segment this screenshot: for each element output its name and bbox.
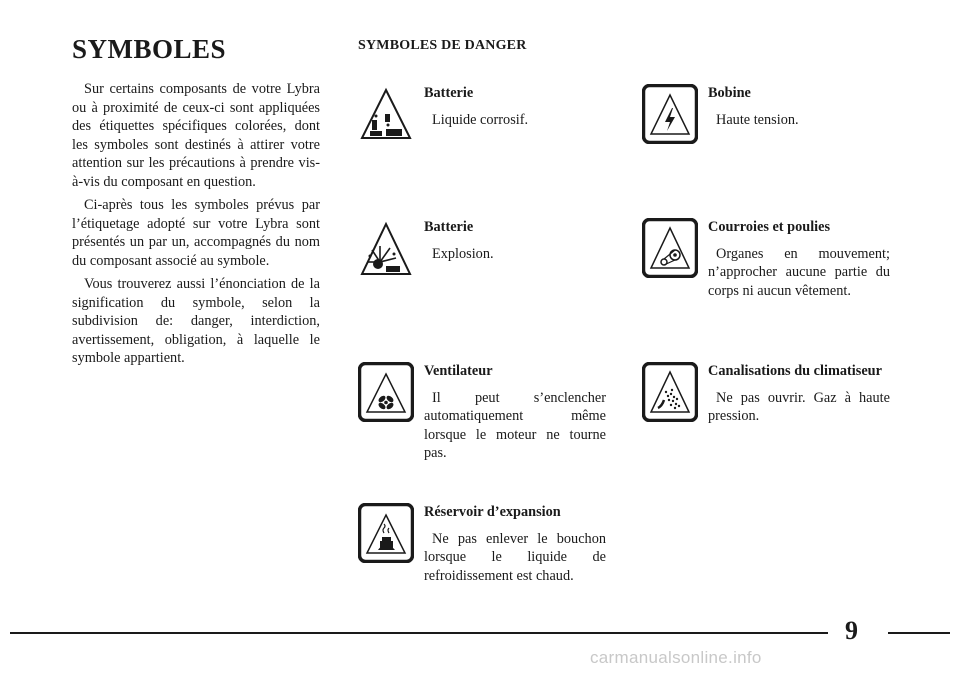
high-voltage-icon (642, 84, 698, 144)
symbol-name: Batterie (424, 85, 474, 101)
symbol-description: Organes en mouvement; n’approcher aucune partie du corps ni aucun vêtement. (708, 245, 890, 299)
symbol-name: Ventilateur (424, 363, 493, 379)
intro-text (72, 80, 320, 373)
page-number: 9 (845, 616, 858, 645)
corrosive-liquid-icon (358, 84, 414, 144)
belt-pulley-icon (642, 218, 698, 278)
symbol-description: Explosion. (432, 245, 494, 262)
symbol-description: Haute tension. (716, 111, 799, 128)
pressurized-gas-icon (642, 362, 698, 422)
symbol-name: Bobine (708, 85, 751, 101)
symbol-description: Liquide corrosif. (432, 111, 529, 128)
section-title: SYMBOLES DE DANGER (358, 38, 527, 53)
footer-rule (10, 632, 828, 634)
symbol-name: Courroies et poulies (708, 219, 831, 235)
page-title: SYMBOLES (72, 34, 227, 64)
symbol-name: Canalisations du climatiseur (708, 363, 882, 379)
symbol-description: Il peut s’enclencher automatiquement même lorsque le moteur ne tourne pas. (424, 389, 606, 461)
fan-icon (358, 362, 414, 422)
intro-paragraph: Sur certains composants de votre Lybra ou à proximité de ceux-ci sont appliquées des étiquettes spécifiques colorées, dont les symboles sont destinés à attirer votre attention sur les précautions à prendre vis-à-vis du composant en question. (72, 81, 320, 190)
watermark-text: carmanualsonline.info (590, 648, 762, 667)
intro-paragraph: Vous trouverez aussi l’énonciation de la signification du symbole, selon la subdivision de: danger, interdiction, avertissement, obligation, à laquelle le symbole appartient. (72, 276, 320, 366)
symbol-name: Batterie (424, 219, 474, 235)
footer-rule (888, 632, 950, 634)
symbol-description: Ne pas ouvrir. Gaz à haute pression. (708, 389, 890, 424)
symbol-name: Réservoir d’expansion (424, 504, 561, 520)
explosion-icon (358, 218, 414, 278)
hot-liquid-icon (358, 503, 414, 563)
intro-paragraph: Ci-après tous les symboles prévus par l’étiquetage adopté sur votre Lybra sont présentés un par un, accompagnés du nom du composant associé au symbole. (72, 197, 320, 269)
symbol-description: Ne pas enlever le bouchon lorsque le liquide de refroidissement est chaud. (424, 530, 606, 584)
